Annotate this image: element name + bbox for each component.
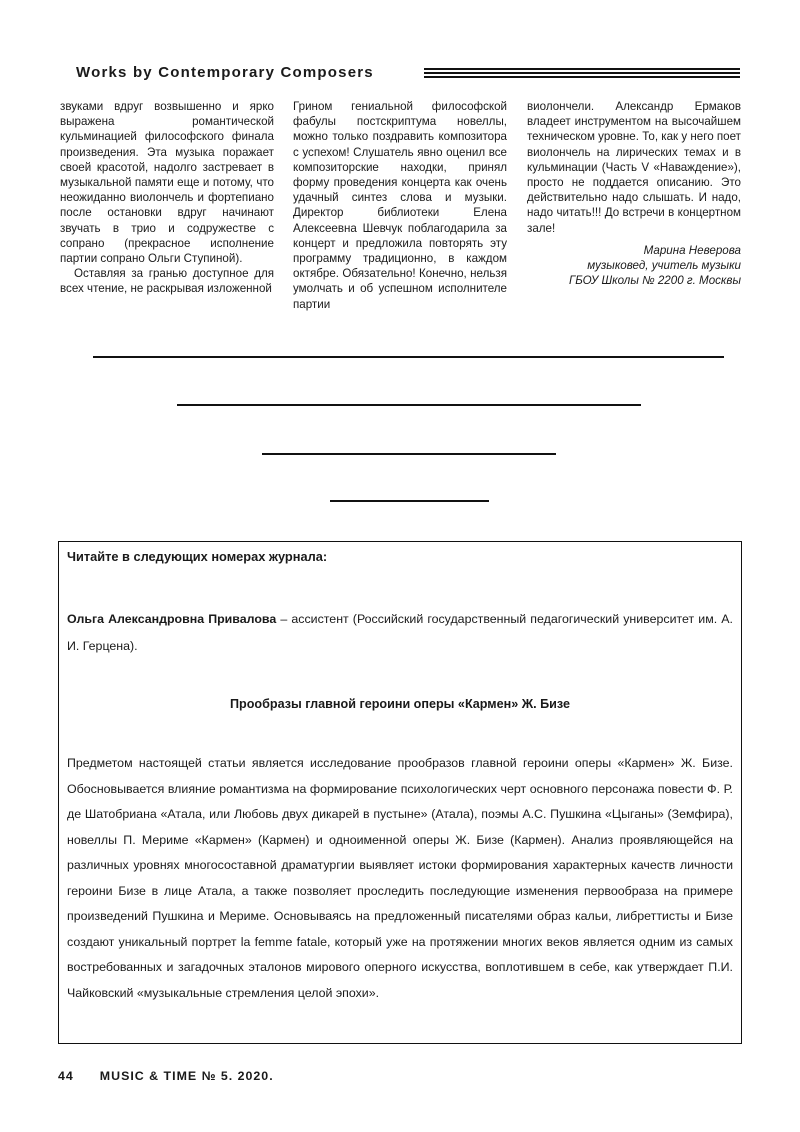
author-name: Ольга Александровна Привалова	[67, 612, 277, 626]
author-affiliation: – ассистент (Российский государственный педагогический университет им. А. И. Герцена).	[67, 612, 733, 653]
divider-rule-3	[262, 453, 556, 455]
divider-rule-2	[177, 404, 641, 406]
divider-rule-4	[330, 500, 489, 502]
journal-issue: MUSIC & TIME № 5. 2020.	[99, 1069, 274, 1083]
announcement-author	[67, 606, 733, 660]
paragraph: Грином гениальной философской фабулы постскриптума новеллы, можно только поздравить композитора с успехом! Слушатель явно оценил все композиторские находки, принял форму проведения концерта как очень удачный синтез слова и музыки. Директор библиотеки Елена Алексеевна Шевчук поблагодарила за концерт и предложила повторять эту программу традиционно, в каждом октябре. Обязательно! Конечно, нельзя умолчать и об успешном исполнителе партии	[293, 100, 507, 311]
text-column-1	[60, 99, 274, 297]
page-footer	[58, 1069, 274, 1083]
header-decorative-rules	[424, 68, 740, 82]
author-signature-name: Марина Неверова	[643, 243, 741, 257]
text-column-3	[527, 99, 741, 288]
divider-rule-1	[93, 356, 724, 358]
running-header	[76, 64, 740, 86]
section-title: Works by Contemporary Composers	[76, 64, 374, 81]
announcement-box	[58, 541, 742, 1044]
page-number: 44	[58, 1069, 74, 1083]
text-column-2	[293, 99, 507, 312]
article-columns	[60, 99, 744, 311]
announcement-abstract: Предметом настоящей статьи является исследование прообразов главной героини оперы «Кармен» Ж. Бизе. Обосновывается влияние романтизма на формирование психологических черт основного персонажа повести Ф. Р. де Шатобриана «Атала, или Любовь двух дикарей в пустыне» (Атала), поэмы А.С. Пушкина «Цыганы» (Земфира), новеллы П. Мериме «Кармен» (Кармен) и одноименной оперы Ж. Бизе (Кармен). Анализ проявляющейся на различных уровнях многосоставной драматургии выявляет истоки формирования характерных качеств личности героини Бизе в лице Атала, а также позволяет проследить последующие изменения первообраза на примере произведений Пушкина и Мериме. Основываясь на предложенный писателями образ кальи, либреттисты и Бизе создают уникальный портрет la femme fatale, который уже на протяжении многих веков является одним из самых востребованных и загадочных эталонов мирового оперного искусства, воплотившем в себе, как утверждает П.И. Чайковский «музыкальные стремления целой эпохи».	[67, 756, 733, 1000]
announcement-heading: Читайте в следующих номерах журнала:	[67, 549, 328, 564]
announcement-article-title: Прообразы главной героини оперы «Кармен» Ж. Бизе	[229, 697, 571, 711]
paragraph: виолончели. Александр Ермаков владеет инструментом на высочайшем техническом уровне. То, как у него поет виолончель на лирических темах и в кульминации (Часть V «Наваждение»), просто не поддается описанию. Это действительно надо слышать. И надо, надо читать!!! До встречи в концертном зале!	[527, 100, 741, 235]
author-signature-org: ГБОУ Школы № 2200 г. Москвы	[568, 274, 741, 288]
author-signature-role: музыковед, учитель музыки	[587, 259, 741, 273]
paragraph: Оставляя за гранью доступное для всех чтение, не раскрывая изложенной	[60, 267, 274, 296]
paragraph: звуками вдруг возвышенно и ярко выражена романтической кульминацией философского финала произведения. Эта музыка поражает своей красотой, надолго застревает в музыкальной памяти еще и потому, что неожиданно виолончель и фортепиано после остановки вдруг начинают звучать в трио и содружестве с сопрано (прекрасное исполнение партии сопрано Ольги Ступиной).	[60, 100, 274, 266]
